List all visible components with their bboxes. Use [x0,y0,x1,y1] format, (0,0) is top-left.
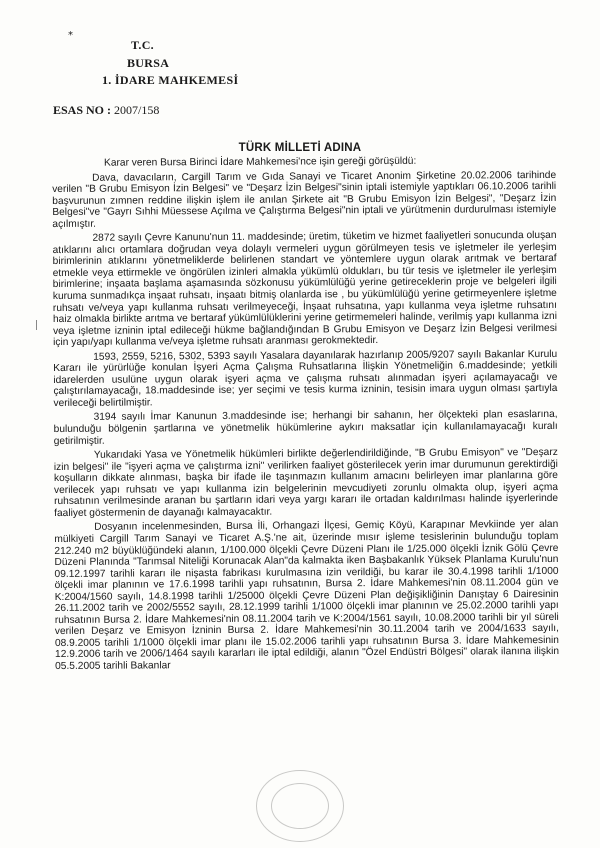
court-seal-stamp [256,770,344,842]
paragraph: 2872 sayılı Çevre Kanunu'nun 11. maddesinde; üretim, tüketim ve hizmet faaliyetleri sonucunda oluşan atıklarını alıcı ortamlara doğrudan veya dolaylı vermeleri uygun görülmeyen tesis ve işletmeler ile yerleşim birimlerinin atıklarını yönetmeliklerde belirlenen standart ve yöntemlere uygun olarak arıtmak ve bertaraf etmekle veya ettirmekle ve öngörülen izinleri almakla yükümlü oldukları, bu tür tesis ve işletmeler ile yerleşim birimlerine; inşaata başlama aşamasında sözkonusu yükümlülüğü yerine getireceklerin proje ve belgeleri ilgili kuruma sunmadıkça inşaat ruhsatı, inşaatı bitmiş olanlarda ise , bu yükümlülüğü yerine getirmeyenlere işletme ruhsatı ve/veya yapı kullanma ruhsatı verilmeyeceği, İnşaat ruhsatına, yapı kullanma veya işletme ruhsatını haiz olmakla birlikte arıtma ve bertaraf yükümlülüklerini yerine getirmemeleri halinde, verilmiş yapı kullanma izni veya işletme izninin iptal edileceği hükme bağlandığından B Grubu Emisyon ve Deşarz İzin Belgesi verilmesi için yapı/yapı kullanma ve/veya işletme ruhsatı aranması gerokmektedir. [52,230,558,349]
paragraph: Dava, davacıların, Cargill Tarım ve Gıda Sanayi ve Ticaret Anonim Şirketine 20.02.2006 tarihinde verilen "B Grubu Emisyon İzin Belgesi" ve "Deşarz İzin Belgesi"sinin iptali istemiyle yaptıkları 06.10.2006 tarihli başvurunun zımnen reddine ilişkin işlem ile anılan Şirkete ait "B Grubu Emisyon İzin Belgesi", "Deşarz İzin Belgesi"ve "Gayrı Sıhhi Müessese Açılma ve Çalıştırma Belgesi"nin iptali ve yürütmenin durdurulması istemiyle açılmıştır. [52,169,557,230]
paragraph: Karar veren Bursa Birinci İdare Mahkemesi'nce işin gereği görüşüldü: [103,155,417,169]
paragraph: Yukarıdaki Yasa ve Yönetmelik hükümleri birlikte değerlendirildiğinde, "B Grubu Emisyon" ve "Deşarz izin belgesi" ile "işyeri açma ve çalıştırma izni" verilirken faaliyet gösterilecek yerin imar durumunun gerektirdiği koşulların dikkate alınması, başka bir ifade ile taşınmazın kullanım amacını belirleyen imar planlarına göre verilecek yapı ruhsatı ve yapı kullanma izin belgelerinin mevcudiyeti zorunlu olmakta olup, işyeri açma ruhsatının verilmesinde aranan bu şartların idari veya yargı kararı ile ortadan kaldırılması halinde işyerlerinde faaliyet göstermenin de dayanağı kalmayacaktır. [53,447,559,519]
paragraph: 3194 sayılı İmar Kanunun 3.maddesinde ise; herhangi bir sahanın, her ölçekteki plan esaslarına, bulunduğu bölgenin şartlarına ve yönetmelik hükümlerine aykırı maksatlar için kullanılamayacağı kuralı getirilmiştir. [53,409,558,447]
paragraph: Dosyanın incelenmesinden, Bursa İli, Orhangazi İlçesi, Gemiç Köyü, Karapınar Mevkiinde yer alan mülkiyeti Cargill Tarım Sanayi ve Ticaret A.Ş.'ne ait, üzerinde mısır işleme tesislerinin bulunduğu toplam 212.240 m2 büyüklüğündeki alanın, 1/100.000 ölçekli Çevre Düzeni Planı ile 1/25.000 ölçekli İznik Gölü Çevre Düzeni Planında "Tarımsal Niteliği Korunacak Alan"da kalmakta iken Başbakanlık Yüksek Planlama Kurulu'nun 09.12.1997 tarihli kararı ile nişasta fabrikası kurulmasına izin verildiği, bu karar ile 30.4.1998 tarihli 1/1000 ölçekli imar planının ve 17.6.1998 tarihli yapı ruhsatının, Bursa 2. İdare Mahkemesi'nin 08.11.2004 gün ve K:2004/1560 sayılı, 14.8.1998 tarihli 1/25000 ölçekli Çevre Düzeni Plan değişikliğinin Danıştay 6 Dairesinin 26.11.2002 tarih ve 2002/5552 sayılı, 28.12.1999 tarihli 1/1000 ölçekli imar planının ve 25.02.2000 tarihli yapı ruhsatının Bursa 2. İdare Mahkemesi'nin 08.11.2004 tarih ve K:2004/1561 sayılı, 10.08.2000 tarihli bir yıl süreli verilen Deşarz ve Emisyon İzninin Bursa 2. İdare Mahkemesi'nin 30.11.2004 tarih ve 2004/1633 sayılı, 08.9.2005 tarihli 1/1000 ölçekli imar planı ile 15.02.2006 tarihli yapı ruhsatının Bursa 3. İdare Mahkemesinin 12.9.2006 tarih ve 2006/1464 sayılı kararları ile iptal edildiği, alanın "Özel Endüstri Bölgesi" olarak ilanına ilişkin 05.5.2005 tarihli Bakanlar [54,519,560,672]
margin-mark [36,320,40,330]
case-number-label: ESAS NO : [53,103,112,117]
header-tc: T.C. [131,38,154,52]
paragraph: 1593, 2559, 5216, 5302, 5393 sayılı Yasalara dayanılarak hazırlanıp 2005/9207 sayılı Bakanlar Kurulu Kararı ile yürürlüğe konulan İşyeri Açma Çalışma Ruhsatlarına İlişkin Yönetmeliğin 6.maddesinde; yetkili idarelerden usulüne uygun olarak işyeri açma ve çalışma ruhsatı alınmadan işyeri açılamayacağı ve çalıştırılamayacağı, 18.maddesinde ise; yer seçimi ve tesis kurma izninin, tesisin imara uygun olması şartıyla verileceği belirtilmiştir. [53,348,558,409]
case-number-value: 2007/158 [114,103,160,117]
case-number [53,103,159,118]
header-city: BURSA [127,56,170,70]
header-court: 1. İDARE MAHKEMESİ [102,73,239,87]
document-body [52,155,559,673]
court-seal-inner-ring [271,783,329,829]
document-title: TÜRK MİLLETİ ADINA [238,142,362,154]
asterisk-mark: * [68,30,73,41]
